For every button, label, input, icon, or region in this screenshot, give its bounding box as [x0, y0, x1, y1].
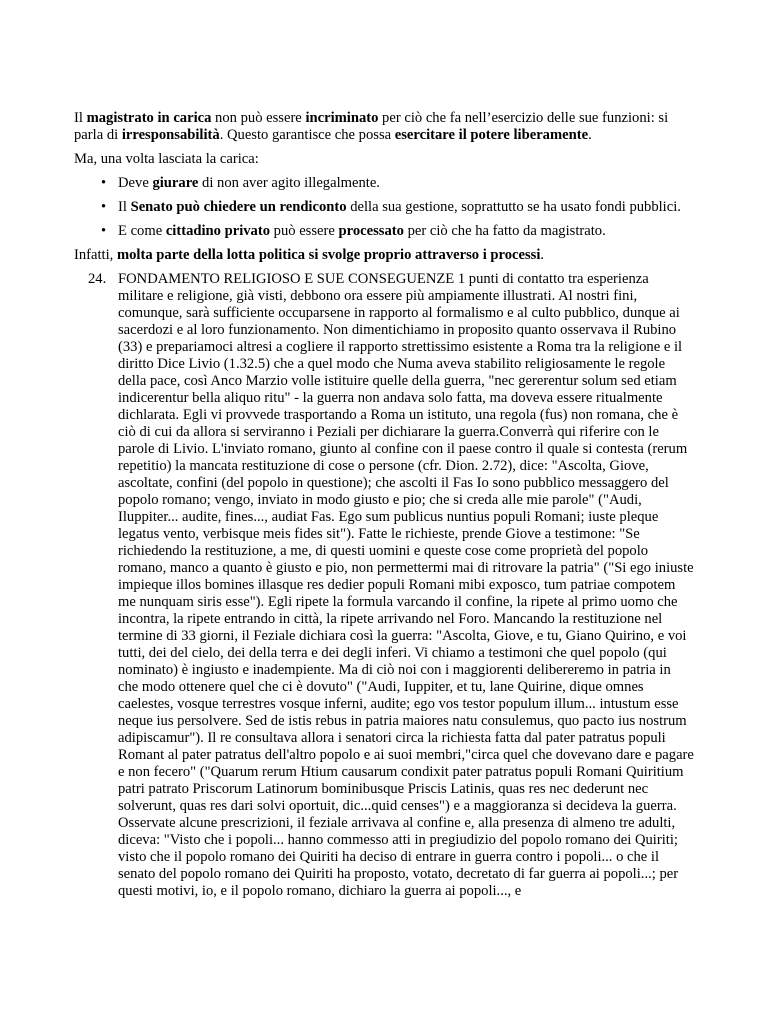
list-item	[101, 175, 694, 192]
text-run: può essere	[270, 223, 339, 239]
bullet-icon: •	[101, 199, 107, 215]
text-run: Deve	[118, 175, 153, 191]
list-item	[101, 223, 694, 240]
paragraph-political-trials	[74, 247, 694, 264]
bold-term: giurare	[152, 175, 199, 191]
list-item	[101, 199, 694, 216]
text-run: della sua gestione, soprattutto se ha usato fondi pubblici.	[346, 199, 681, 215]
text-run: Il	[74, 110, 87, 126]
text-run: .	[588, 127, 592, 143]
text-run: . Questo garantisce che possa	[219, 127, 395, 143]
text-run: E come	[118, 223, 166, 239]
bold-term: incriminato	[305, 110, 379, 126]
text-run: di non aver agito illegalmente.	[198, 175, 380, 191]
paragraph-magistrate	[74, 110, 694, 144]
item-number: 24.	[88, 271, 107, 287]
text-run: Il	[118, 199, 131, 215]
bullet-icon: •	[101, 223, 107, 239]
text-run: per ciò che fa nell’esercizio delle sue funzioni: si parla di	[74, 110, 669, 143]
text-run: non può essere	[211, 110, 306, 126]
numbered-item-24	[74, 271, 694, 900]
item-body-text: FONDAMENTO RELIGIOSO E SUE CONSEGUENZE 1 punti di contatto tra esperienza militare e religione, già visti, debbono ora essere più ampiamente illustrati. Al nostri fini, comunque, sarà sufficiente occuparsene in rapporto al formalismo e al culto pubblico, dunque ai sacerdozi e al loro funzionamento. Non dimentichiamo in proposito quanto osservava il Rubino (33) e prepariamoci altresi a cogliere il rapporto strettissimo esistente a Roma tra la religione e il diritto Dice Livio (1.32.5) che a quel modo che Numa aveva stabilito religiosamente le regole della pace, così Anco Marzio volle istituire quelle della guerra, "nec gererentur solum sed etiam indicerentur bella aliquo ritu" - la guerra non andava solo fatta, ma doveva essere ritualmente dichlarata. Egli vi provvede trasportando a Roma un istituto, una regola (fus) non romana, che è ciò di cui da allora si serviranno i Peziali per dichiarare la guerra.Converrà qui riferire con le parole di Livio. L'inviato romano, giunto al confine con il paese contro il quale si contesta (rerum repetitio) la mancata restituzione di cose o persone (cfr. Dion. 2.72), dice: "Ascolta, Giove, ascoltate, confini (del popolo in questione); che ascolti il Fas Io sono pubblico messaggero del popolo romano; vengo, inviato in modo giusto e pio; che si creda alle mie parole" ("Audi, Iluppiter... audite, fines..., audiat Fas. Ego sum publicus nuntius populi Romani; iuste pleque legatus vento, verbisque meis fides sit"). Fatte le richieste, prende Giove a testimone: "Se richiedendo la restituzione, a me, di questi uomini e queste cose come proprietà del popolo romano, manco a quanto è giusto e pio, non permettermi mai di ritrovare la patria" ("Si ego iniuste impieque illos bomines illasque res dedier populi Romani mibi exposco, tum patriae compotem me nunquam siris esse"). Egli ripete la formula varcando il confine, la ripete al primo uomo che incontra, la ripete entrando in città, la ripete arrivando nel Foro. Mancando la restituzione nel termine di 33 giorni, il Feziale dichiara così la guerra: "Ascolta, Giove, e tu, Giano Quirino, e voi tutti, dei del cielo, dei della terra e dei degli inferi. Vi chiamo a testimoni che quel popolo (qui nominato) è ingiusto e inadempiente. Ma di ciò noi con i maggiorenti delibereremo in patria in che modo ottenere quel che ci è dovuto" ("Audi, Iuppiter, et tu, lane Quirine, dique omnes caelestes, vosque terrestres vosque inferni, audite; ego vos testor populum illum... intustum esse neque ius persolvere. Sed de istis rebus in patria maiores natu consulemus, quo pacto ius nostrum adipiscamur"). Il re consultava allora i senatori circa la richiesta fatta dal pater patratus populi Romant al pater patratus dell'altro popolo e ai suoi membri,"circa quel che dovevano dare e pagare e non fecero" ("Quarum rerum Htium causarum condixit pater patratus populi Romani Quiritium patri patrato Priscorum Latinorum bominibusque Priscis Latinis, quas res nec dederunt nec solverunt, quas res dari solvi oportuit, dic...quid censes") e a maggioranza si decideva la guerra. Osservate alcune prescrizioni, il feziale arrivava al confine e, alla presenza di almeno tre adulti, diceva: "Visto che i popoli... hanno commesso atti in pregiudizio del popolo romano dei Quiriti; visto che il popolo romano dei Quiriti ha deciso di entrare in guerra contro i popoli... o che il senato del popolo romano dei Quiriti ha proposto, votato, decretato di far guerra ai popoli...; per questi motivi, io, e il popolo romano, dichiaro la guerra ai popoli..., e	[118, 271, 694, 899]
text-run: per ciò che ha fatto da magistrato.	[403, 223, 606, 239]
bullet-icon: •	[101, 175, 107, 191]
text-run: Infatti,	[74, 247, 117, 263]
bold-term: processato	[338, 223, 404, 239]
document-page	[74, 110, 694, 900]
paragraph-after-office: Ma, una volta lasciata la carica:	[74, 151, 259, 167]
bold-term: esercitare il potere liberamente	[394, 127, 589, 143]
bold-term: magistrato in carica	[86, 110, 212, 126]
bold-term: irresponsabilità	[121, 127, 220, 143]
bold-term: Senato può chiedere un rendiconto	[130, 199, 347, 215]
bold-term: cittadino privato	[165, 223, 271, 239]
bold-term: molta parte della lotta politica si svolge proprio attraverso i processi	[116, 247, 541, 263]
text-run: .	[540, 247, 545, 263]
bullet-list	[74, 175, 694, 240]
